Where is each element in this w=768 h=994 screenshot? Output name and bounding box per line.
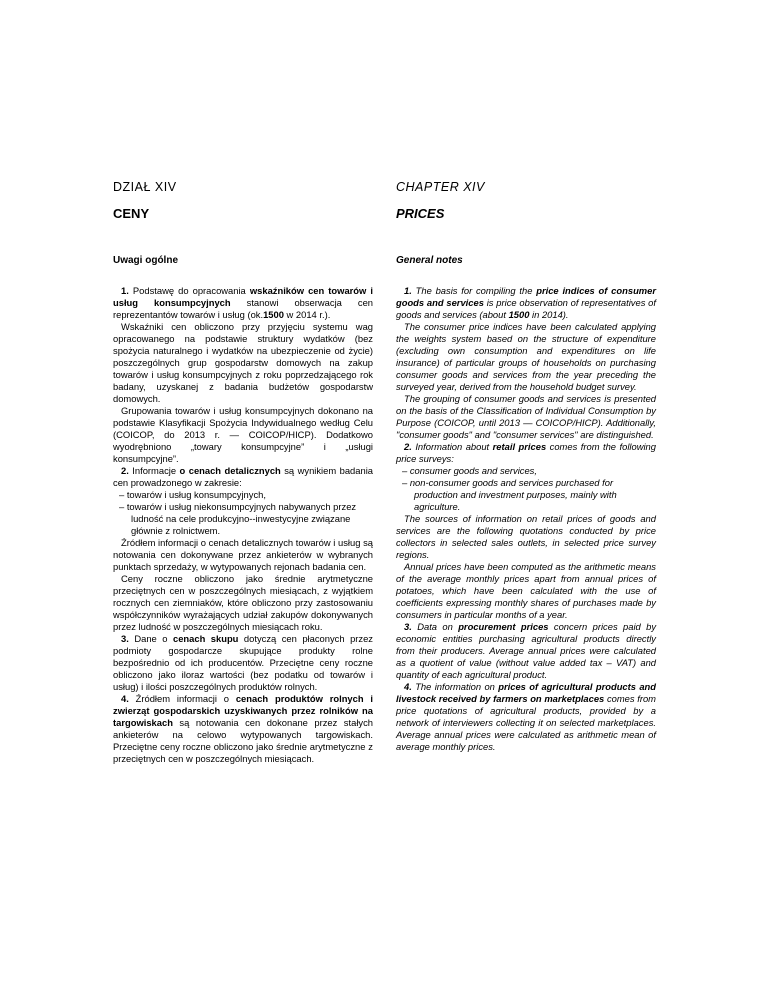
list-item: – towarów i usług konsumpcyjnych, <box>113 489 373 501</box>
paragraph-8 <box>396 681 656 753</box>
emphasis: 1500 <box>263 309 284 320</box>
emphasis: cenach skupu <box>172 633 239 644</box>
paragraph-number: 4. <box>121 693 129 704</box>
emphasis: procurement prices <box>458 621 549 632</box>
paragraph-1 <box>396 285 656 321</box>
paragraph-number: 1. <box>121 285 129 296</box>
text-run: są wynikiem badania cen prowadzonego w zakresie: <box>113 465 373 488</box>
paragraph-number: 1. <box>404 285 412 296</box>
text-run: Źródłem informacji o <box>128 693 236 704</box>
text-run: Podstawę do opracowania <box>128 285 250 296</box>
list-item: – consumer goods and services, <box>396 465 656 477</box>
general-notes-heading: Uwagi ogólne <box>113 255 178 266</box>
text-run: w 2014 r.). <box>283 309 331 320</box>
paragraph-3: Grupowania towarów i usług konsumpcyjnych dokonano na podstawie Klasyfikacji Spożycia Indywidualnego według Celu (COICOP, do 2013 r. — COICOP/HICP). Dodatkowo wyodrębniono „towary konsumpcyjne” i „usługi konsumpcyjne”. <box>113 405 373 464</box>
paragraph-7 <box>396 621 656 681</box>
paragraph-number: 3. <box>121 633 129 644</box>
polish-column <box>113 180 373 765</box>
emphasis: wskaźników cen towarów i usług konsumpcyjnych <box>113 285 373 308</box>
paragraph-6: Annual prices have been computed as the arithmetic means of the average monthly prices apart from annual prices of potatoes, which have been calculated with the use of coefficients expressing monthly shares of purchases made by consumers in particular months of a year. <box>396 561 656 620</box>
emphasis: retail prices <box>492 441 547 452</box>
emphasis: o cenach detalicznych <box>179 465 281 476</box>
list-item: – towarów i usług niekonsumpcyjnych nabywanych przez ludność na cele produkcyjno--inwestycyjne związane głównie z rolnictwem. <box>113 501 373 537</box>
text-run: Dane o <box>128 633 173 644</box>
text-run: The basis for compiling the <box>411 285 537 296</box>
paragraph-6: Ceny roczne obliczono jako średnie arytmetyczne przeciętnych cen w poszczególnych miesiącach, z wyjątkiem rocznych cen ziemniaków, które obliczono przy zastosowaniu współczynników wyrażających udział zakupów dokonywanych przez ludność w poszczególnych miesiącach roku. <box>113 573 373 632</box>
notes-body <box>113 285 373 765</box>
paragraph-number: 4. <box>404 681 412 692</box>
paragraph-4 <box>396 441 656 465</box>
paragraph-4 <box>113 465 373 489</box>
emphasis: 1500 <box>508 309 530 320</box>
text-run: comes from the following price surveys: <box>396 441 656 464</box>
text-run: Informacje <box>128 465 180 476</box>
emphasis: prices of agricultural products and livestock received by farmers on marketplaces <box>396 681 656 704</box>
paragraph-2: The consumer price indices have been calculated applying the weights system based on the structure of expenditure (excluding own consumption and expenditures on life insurance) of particular groups of households on purchasing consumer goods and services from the year preceding the surveyed year, derived from the household budget survey. <box>396 321 656 392</box>
text-run: concern prices paid by economic entities purchasing agricultural products directly from their producers. Average annual prices were calculated as a quotient of value (without value added tax – VAT) and quantity of each agricultural product. <box>396 621 657 680</box>
text-run: comes from price quotations of agricultural products, provided by a network of interviewers collecting it on selected marketplaces. Average annual prices were calculated as arithmetic mean of average monthly prices. <box>396 693 656 752</box>
paragraph-number: 3. <box>404 621 412 632</box>
paragraph-5: Źródłem informacji o cenach detalicznych towarów i usług są notowania cen dokonywane przez ankieterów w wybranych punktach sprzedaży, w wytypowanych rejonach badania cen. <box>113 537 373 572</box>
english-column <box>396 180 656 753</box>
text-run: są notowania cen dokonane przez stałych ankieterów na celowo wytypowanych targowiskach. Przeciętne ceny roczne obliczono jako średnie arytmetyczne z przeciętnych cen w poszczególnych miesiącach. <box>113 717 373 764</box>
notes-body <box>396 285 656 753</box>
text-run: stanowi obserwacja cen reprezentantów towarów i usług (ok. <box>113 297 373 320</box>
text-run: Data on <box>411 621 459 632</box>
paragraph-7 <box>113 633 373 693</box>
general-notes-heading: General notes <box>396 255 463 266</box>
paragraph-number: 2. <box>404 441 412 452</box>
paragraph-5: The sources of information on retail prices of goods and services are the following quotations conducted by price collectors in selected sales outlets, in selected price survey regions. <box>396 513 656 560</box>
paragraph-3: The grouping of consumer goods and services is presented on the basis of the Classification of Individual Consumption by Purpose (COICOP, until 2013 — COICOP/HICP). Additionally, "consumer goods" and "consumer services" are distinguished. <box>396 393 656 440</box>
paragraph-number: 2. <box>121 465 129 476</box>
emphasis: price indices of consumer goods and services <box>396 285 656 308</box>
text-run: dotyczą cen płaconych przez podmioty gospodarcze skupujące produkty rolne bezpośrednio od ich producentów. Przeciętne ceny roczne obliczono jako iloraz wartości (bez podatku od towarów i usług) i ilości poszczególnych produktów rolnych. <box>113 633 373 692</box>
emphasis: cenach produktów rolnych i zwierząt gospodarskich uzyskiwanych przez rolników na targowiskach <box>113 693 373 728</box>
paragraph-2: Wskaźniki cen obliczono przy przyjęciu systemu wag opracowanego na podstawie struktury wydatków (bez spożycia naturalnego i wydatków na ubezpieczenie od życie) poszczególnych grup gospodarstw domowych na zakup towarów i usług konsumpcyjnych z roku poprzedzającego rok badany, uzyskanej z badania budżetów gospodarstw domowych. <box>113 321 373 404</box>
chapter-title: CENY <box>113 206 150 221</box>
paragraph-8 <box>113 693 373 765</box>
list-item: – non-consumer goods and services purchased for production and investment purposes, mainly with agriculture. <box>396 477 656 513</box>
text-run: The information on <box>411 681 499 692</box>
text-run: in 2014). <box>529 309 569 320</box>
section-label: CHAPTER XIV <box>396 180 485 194</box>
chapter-title: PRICES <box>396 206 445 221</box>
paragraph-1 <box>113 285 373 321</box>
section-label: DZIAŁ XIV <box>113 180 177 194</box>
text-run: is price observation of representatives of goods and services (about <box>396 297 656 320</box>
text-run: Information about <box>411 441 493 452</box>
